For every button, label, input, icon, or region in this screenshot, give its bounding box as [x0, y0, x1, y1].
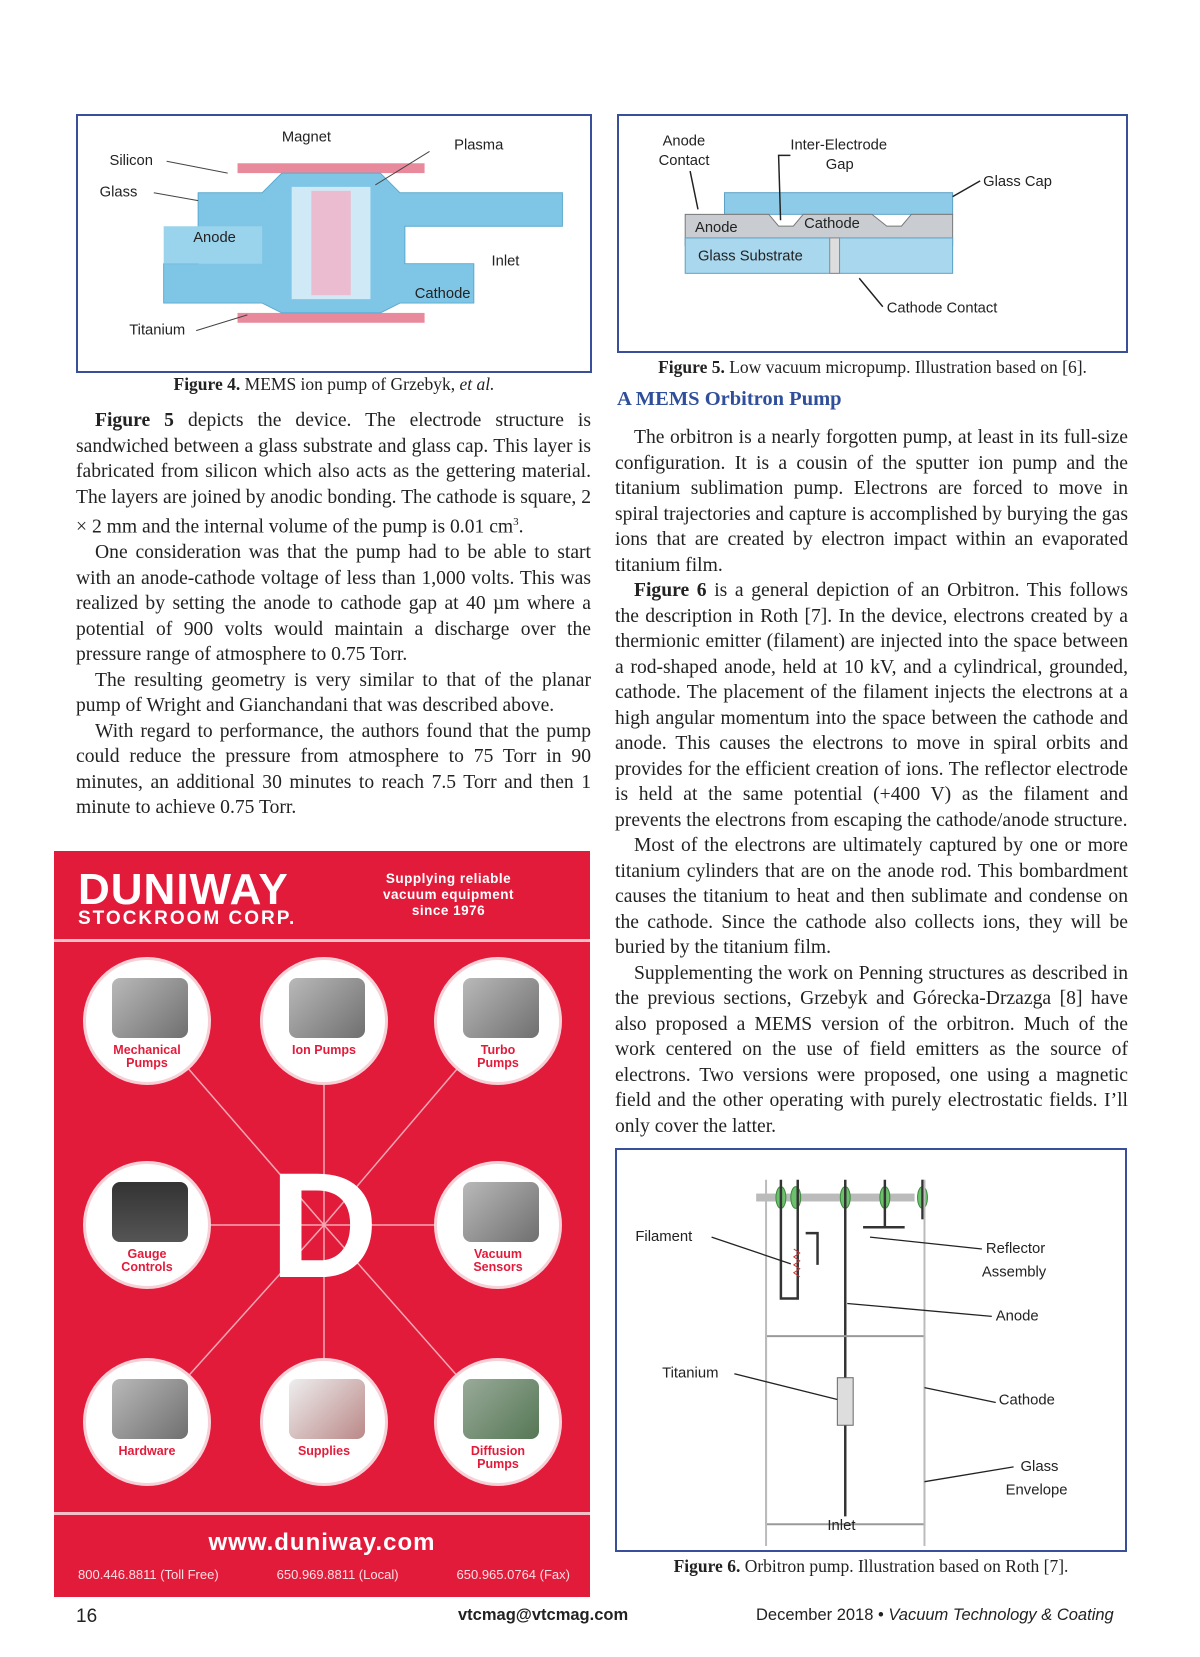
ad-phone-numbers: 800.446.8811 (Toll Free) 650.969.8811 (Local) 650.965.0764 (Fax) — [78, 1567, 570, 1582]
product-vacuum-sensors[interactable]: Vacuum Sensors — [434, 1161, 562, 1289]
paragraph: Figure 6 is a general depiction of an Orbitron. This follows the description in Roth [7]. In the device, electrons created by a thermionic emitter (filament) are injected into the space between a rod-shaped anode, held at 10 kV, and a cylindrical, grounded, cathode. The placement of the filament injects the electrons at a high angular momentum into the space between the cathode and anode. This causes the electrons to move in spiral orbits and provides for the efficient creation of ions. The reflector electrode is held at the same potential (+400 V) as the filament and prevents the electrons from escaping the cathode/anode structure. — [615, 580, 1129, 831]
product-supplies[interactable]: Supplies — [260, 1358, 388, 1486]
label-glass: Glass — [99, 184, 138, 201]
diffusion-pump-image — [463, 1379, 539, 1439]
duniway-advertisement[interactable] — [54, 851, 590, 1597]
label-plasma: Plasma — [454, 137, 504, 154]
label-glass-cap: Glass Cap — [983, 173, 1052, 190]
figure-5 — [617, 114, 1128, 353]
svg-text:Gap: Gap — [825, 157, 854, 174]
supplies-image — [289, 1379, 365, 1439]
left-column-text — [76, 408, 591, 821]
ad-subbrand: STOCKROOM CORP. — [78, 908, 297, 929]
ion-pump-image — [289, 978, 365, 1038]
label-glass-substrate: Glass Substrate — [697, 248, 803, 265]
label-titanium: Titanium — [662, 1365, 719, 1382]
paragraph: Supplementing the work on Penning structures as described in the previous sections, Grzebyk and Górecka-Drzazga [8] have also proposed a MEMS version of the orbitron. Much of the work centered on the use of field emitters as the source of electrons. Two versions were proposed, one using a magnetic field and the other operating with purely electrostatic fields. I’ll only cover the latter. — [615, 962, 1128, 1137]
label-magnet: Magnet — [281, 129, 332, 146]
product-diffusion-pumps[interactable]: Diffusion Pumps — [434, 1358, 562, 1486]
label-filament: Filament — [635, 1229, 693, 1246]
figure-6 — [615, 1148, 1127, 1552]
figure-6-caption: Figure 6. Orbitron pump. Illustration based on Roth [7]. — [673, 1556, 1069, 1576]
figure-4 — [76, 114, 592, 373]
paragraph: Most of the electrons are ultimately captured by one or more titanium cylinders that are on the anode rod. This bombardment causes the titanium to heat and then sublimate and condense on the cathode. Since the cathode also collects ions, they will be buried by the titanium film. — [615, 835, 1128, 958]
paragraph: One consideration was that the pump had to be able to start with an anode-cathode voltage of less than 1,000 volts. This was realized by setting the anode to cathode gap at 40 µm where a potential of 900 volts would maintain a discharge over the pressure range of atmosphere to 0.75 Torr. — [76, 542, 591, 666]
svg-text:Assembly: Assembly — [981, 1264, 1047, 1281]
paragraph: With regard to performance, the authors found that the pump could reduce the pressure from atmosphere to 75 Torr in 90 minutes, an additional 30 minutes to reach 7.5 Torr and then 1 minute to achieve 0.75 Torr. — [76, 720, 591, 819]
label-titanium: Titanium — [129, 322, 186, 339]
footer-email[interactable]: vtcmag@vtcmag.com — [458, 1606, 629, 1624]
vacuum-sensor-image — [463, 1182, 539, 1242]
label-cathode: Cathode — [804, 216, 860, 233]
label-reflector-assembly: Reflector — [985, 1240, 1046, 1257]
paragraph: The resulting geometry is very similar to that of the planar pump of Wright and Gianchandani that was described above. — [76, 669, 591, 717]
label-inter-electrode-gap: Inter-Electrode — [790, 137, 888, 154]
product-ion-pumps[interactable]: Ion Pumps — [260, 957, 388, 1085]
right-column-text — [615, 425, 1128, 1139]
ad-tagline: Supplying reliable vacuum equipment since 1976 — [382, 871, 515, 918]
page-number: 16 — [76, 1606, 98, 1627]
label-anode-contact: Anode — [662, 133, 706, 150]
label-inlet: Inlet — [827, 1518, 856, 1535]
paragraph: Figure 5 depicts the device. The electrode structure is sandwiched between a glass substrate and glass cap. This layer is fabricated from silicon which also acts as the gettering material. The layers are joined by anodic bonding. The cathode is square, 2 × 2 mm and the internal volume of the pump is 0.01 $cm^3$. — [76, 410, 591, 538]
section-heading: A MEMS Orbitron Pump — [617, 388, 842, 410]
product-gauge-controls[interactable]: Gauge Controls — [83, 1161, 211, 1289]
svg-text:Envelope: Envelope — [1005, 1482, 1068, 1499]
label-anode: Anode — [995, 1308, 1039, 1325]
product-turbo-pumps[interactable]: Turbo Pumps — [434, 957, 562, 1085]
svg-text:Contact: Contact — [658, 153, 710, 170]
figure-6-diagram — [617, 1150, 1125, 1550]
ad-url-link[interactable]: www.duniway.com — [208, 1529, 436, 1556]
ad-logo-d: D — [269, 1141, 379, 1309]
label-anode: Anode — [695, 220, 738, 237]
mechanical-pump-image — [112, 978, 188, 1038]
gauge-controller-image — [112, 1182, 188, 1242]
label-cathode: Cathode — [998, 1392, 1055, 1409]
figure-4-diagram — [78, 116, 590, 371]
label-silicon: Silicon — [109, 153, 153, 170]
ad-footer — [54, 1512, 590, 1600]
product-hardware[interactable]: Hardware — [83, 1358, 211, 1486]
paragraph: The orbitron is a nearly forgotten pump, at least in its full-size configuration. It is a cousin of the sputter ion pump and the titanium sublimation pump. Electrons are forced to move in spiral trajectories and capture is accomplished by burying the gas ions that are created by electron impact within an evaporated titanium film. — [615, 427, 1128, 576]
label-cathode-contact: Cathode Contact — [886, 300, 998, 317]
figure-5-diagram — [619, 116, 1126, 351]
label-inlet: Inlet — [491, 253, 520, 270]
label-cathode: Cathode — [414, 286, 471, 303]
label-glass-envelope: Glass — [1020, 1458, 1059, 1475]
label-anode: Anode — [193, 230, 236, 247]
footer-issue: December 2018 • Vacuum Technology & Coating — [756, 1606, 1114, 1624]
hardware-image — [112, 1379, 188, 1439]
figure-5-caption: Figure 5. Low vacuum micropump. Illustration based on [6]. — [658, 357, 1087, 377]
ad-brand: DUNIWAY — [78, 865, 289, 914]
turbo-pump-image — [463, 978, 539, 1038]
product-mechanical-pumps[interactable]: Mechanical Pumps — [83, 957, 211, 1085]
figure-4-caption: Figure 4. MEMS ion pump of Grzebyk, et al. — [173, 374, 495, 394]
